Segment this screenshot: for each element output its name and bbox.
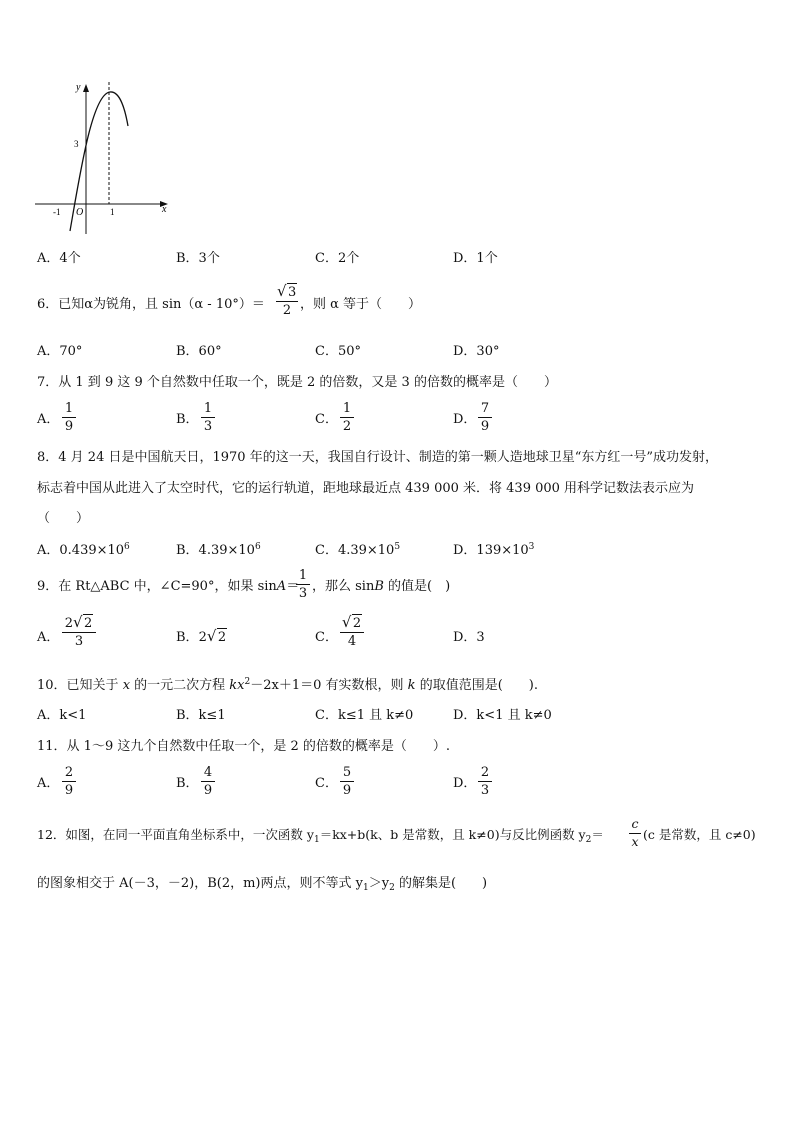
q9-fraction: 1 3 [296,569,310,600]
q6-frac-num: 3 [288,285,297,300]
q5-option-b: B．3个 [176,251,220,266]
q12-line1-a: 12．如图，在同一平面直角坐标系中，一次函数 $y_1=kx+b(k$、b 是常数，且 k≠0)与反比例函数 $y_2=$ [37,827,604,845]
q9-option-c-label: C． [315,630,338,645]
origin-label: O [76,207,84,218]
q7-option-a-label: A． [37,412,60,427]
q9-stem-a: 9．在 Rt△ABC 中，∠C=90°，如果 sinA＝ [37,579,300,594]
q12-fraction: c x [629,818,641,848]
q8-line1: 8．4 月 24 日是中国航天日，1970 年的这一天，我国自行设计、制造的第一颗人造地球卫星“东方红一号”成功发射， [37,450,718,465]
q8-option-d: D．$139\times 10^3$ [453,542,535,558]
q7-option-d-fraction: 7 9 [478,402,492,433]
q5-option-d: D．1个 [453,251,498,266]
q6-fraction: √ 3 2 [277,282,297,318]
q10-stem: 10．已知关于 x 的一元二次方程 $kx^2-2x+1=0$ 有实数根，则 k 的取值范围是( ). [37,677,538,693]
q11-option-b-fraction: 4 9 [201,766,215,797]
q11-option-a-fraction: 2 9 [62,766,76,797]
q6-frac-den: 2 [282,303,292,318]
q11-option-a-label: A． [37,776,60,791]
q9-option-a-fraction: 2 √ 2 3 [62,617,96,648]
q6-option-b: B．60° [176,344,222,359]
q7-stem: 7．从 1 到 9 这 9 个自然数中任取一个，既是 2 的倍数，又是 3 的倍数的概率是（ ） [37,375,557,390]
q7-option-b-fraction: 1 3 [201,402,215,433]
q6-stem-post: ，则 α 等于（ ） [300,297,422,312]
q7-option-a-fraction: 1 9 [62,402,76,433]
q6-stem-pre: 6．已知α为锐角，且 sin（α - 10°）＝ [37,297,265,312]
q5-option-a: A．4个 [37,251,81,266]
y-axis-arrow [83,84,89,92]
parabola-graph [30,74,180,244]
q7-option-d-label: D． [453,412,477,427]
q10-option-b: B．k≤1 [176,708,226,723]
tick-neg1-label: -1 [53,207,61,217]
q7-option-c-label: C． [315,412,338,427]
q11-option-d-fraction: 2 3 [478,766,492,797]
q9-option-d: D．3 [453,630,485,645]
q8-line2: 标志着中国从此进入了太空时代，它的运行轨道，距地球最近点 439 000 米．将 439 000 用科学记数法表示应为 [37,481,695,496]
q11-stem: 11．从 1～9 这九个自然数中任取一个，是 2 的倍数的概率是（ ）. [37,739,451,754]
q7-option-c-fraction: 1 2 [340,402,354,433]
q9-option-a-label: A． [37,630,60,645]
q10-option-d: D．k<1 且 k≠0 [453,708,552,723]
tick-1-label: 1 [110,207,115,217]
q7-option-b-label: B． [176,412,199,427]
q11-option-c-fraction: 5 9 [340,766,354,797]
x-axis-label: x [162,204,167,215]
q6-option-a: A．70° [37,344,83,359]
y-axis-label: y [76,82,81,93]
q12-line1-b: (c 是常数，且 c≠0) [643,827,756,842]
q9-option-c-fraction: √ 2 4 [340,617,364,648]
q9-stem-b: ，那么 sinB 的值是( ) [312,579,451,594]
q10-option-c: C．k≤1 且 k≠0 [315,708,414,723]
q6-option-c: C．50° [315,344,361,359]
q6-option-d: D．30° [453,344,500,359]
tick-3-label: 3 [74,139,79,149]
q8-option-a: A．$0.439\times 10^6$ [37,542,130,558]
q11-option-b-label: B． [176,776,199,791]
q5-option-c: C．2个 [315,251,360,266]
q8-option-b: B．$4.39\times 10^6$ [176,542,261,558]
q10-option-a: A．k<1 [37,708,87,723]
q11-option-d-label: D． [453,776,477,791]
q8-line3: （ ） [37,511,90,526]
q9-option-b: B．2 √ 2 [176,627,227,645]
q8-option-c: C．$4.39\times 10^5$ [315,542,401,558]
q6-stem [37,298,265,311]
q12-line2: 的图象相交于 A(－3，－2)，B(2，m)两点，则不等式 $y_1>y_2$ 的解集是( ) [37,876,488,893]
q11-option-c-label: C． [315,776,338,791]
